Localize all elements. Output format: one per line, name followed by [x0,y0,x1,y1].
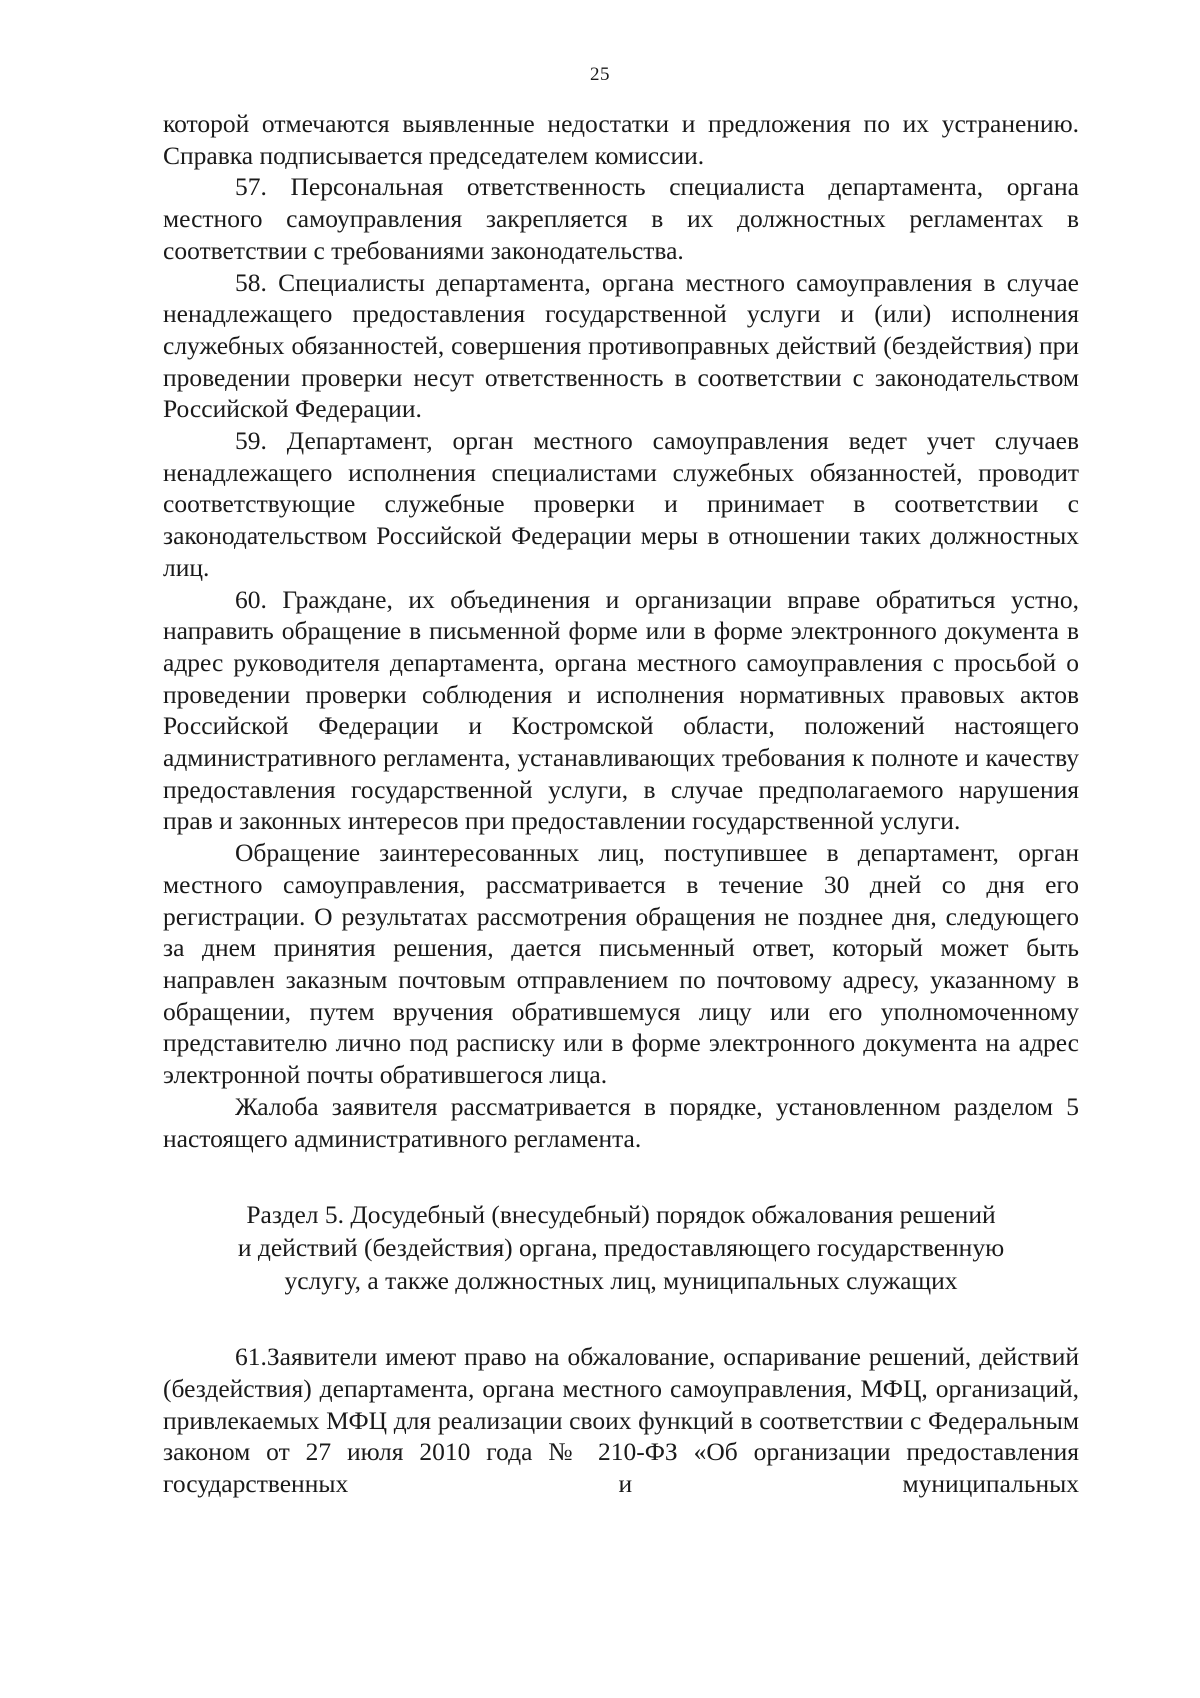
paragraph-59: 59. Департамент, орган местного самоуправления ведет учет случаев ненадлежащего исполнения специалистами служебных обязанностей, проводит соответствующие служебные проверки и принимает в соответствии с законодательством Российской Федерации меры в отношении таких должностных лиц. [163,426,1079,582]
paragraph-60: 60. Граждане, их объединения и организации вправе обратиться устно, направить обращение в письменной форме или в форме электронного документа в адрес руководителя департамента, органа местного самоуправления с просьбой о проведении проверки соблюдения и исполнения нормативных правовых актов Российской Федерации и Костромской области, положений настоящего административного регламента, устанавливающих требования к полноте и качеству предоставления государственной услуги, в случае предполагаемого нарушения прав и законных интересов при предоставлении государственной услуги. [163,584,1079,836]
paragraph-58: 58. Специалисты департамента, органа местного самоуправления в случае ненадлежащего предоставления государственной услуги и (или) исполнения служебных обязанностей, совершения противоправных действий (бездействия) при проведении проверки несут ответственность в соответствии с законодательством Российской Федерации. [163,267,1079,424]
paragraph-continued: которой отмечаются выявленные недостатки и предложения по их устранению. Справка подписывается председателем комиссии. [163,109,1079,170]
section-heading-line-3: услугу, а также должностных лиц, муниципальных служащих [284,1266,958,1296]
document-body [163,108,1079,1500]
paragraph-61: 61.Заявители имеют право на обжалование, оспаривание решений, действий (бездействия) департамента, органа местного самоуправления, МФЦ, организаций, привлекаемых МФЦ для реализации своих функций в соответствии с Федеральным законом от 27 июля 2010 года № 210-ФЗ «Об организации предоставления государственных и муниципальных [163,1342,1079,1499]
paragraph-complaint: Жалоба заявителя рассматривается в порядке, установленном разделом 5 настоящего административного регламента. [163,1091,1079,1153]
section-heading-line-2: и действий (бездействия) органа, предоставляющего государственную [237,1233,1005,1263]
section-5-heading [163,1198,1079,1297]
page-number: 25 [590,64,610,85]
paragraph-57: 57. Персональная ответственность специалиста департамента, органа местного самоуправления закрепляется в их должностных регламентах в соответствии с требованиями законодательства. [163,172,1079,265]
section-heading-line-1: Раздел 5. Досудебный (внесудебный) порядок обжалования решений [246,1200,996,1230]
paragraph-appeal: Обращение заинтересованных лиц, поступившее в департамент, орган местного самоуправления, рассматривается в течение 30 дней со дня его регистрации. О результатах рассмотрения обращения не позднее дня, следующего за днем принятия решения, дается письменный ответ, который может быть направлен заказным почтовым отправлением по почтовому адресу, указанному в обращении, путем вручения обратившемуся лицу или его уполномоченному представителю лично под расписку или в форме электронного документа на адрес электронной почты обратившегося лица. [163,838,1079,1090]
